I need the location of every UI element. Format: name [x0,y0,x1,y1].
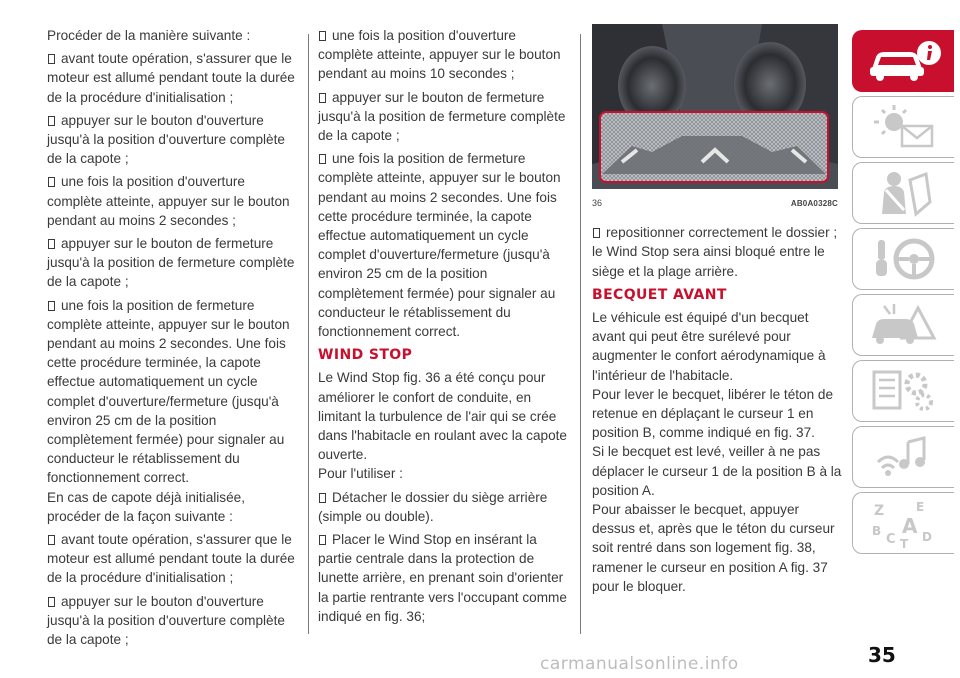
paragraph: En cas de capote déjà initialisée, procéder de la façon suivante : [47,489,245,524]
index-letter: A [901,514,917,538]
bullet-item: avant toute opération, s'assurer que le moteur est allumé pendant toute la durée de la procédure d'initialisation ; [47,532,295,586]
bullet-item: une fois la position d'ouverture complète atteinte, appuyer sur le bouton pendant au moins 2 secondes ; [47,174,290,228]
index-letter: T [899,537,908,549]
checkbox-bullet-icon [319,535,326,545]
section-heading-wind-stop: WIND STOP [318,347,413,364]
column-divider [580,34,581,634]
index-letter: C [885,532,896,547]
wind-stop-illustration [592,24,838,189]
tab-multimedia[interactable] [852,426,954,488]
paragraph: Le Wind Stop fig. 36 a été conçu pour améliorer le confort de conduite, en limitant la turbulence de l'air qui se crée dans l'habitacle en roulant avec la capote ouverte. [318,370,567,463]
bullet-item: Placer le Wind Stop en insérant la partie centrale dans la protection de lunette arrière, en prenant soin d'orienter la partie rentrante vers l'occupant comme indiqué en fig. 36; [318,532,567,624]
wind-stop-figure [592,24,838,189]
column-2 [318,26,568,630]
index-letter: E [915,500,924,514]
paragraph: Le véhicule est équipé d'un becquet avant qui peut être surélevé pour augmenter le confort aérodynamique à l'intérieur de l'habitacle. [592,310,826,383]
checkbox-bullet-icon [48,239,55,249]
bullet-item: appuyer sur le bouton de fermeture jusqu'à la position de fermeture complète de la capote ; [47,236,295,290]
index-letter: B [871,524,881,538]
multimedia-icon [864,432,944,482]
seat-safety-icon [864,168,944,218]
paragraph: Si le becquet est levé, veiller à ne pas déplacer le curseur 1 de la position B à la position A. [592,444,842,498]
paragraph: Procéder de la manière suivante : [47,28,251,43]
tab-maintenance[interactable] [852,360,954,422]
checkbox-bullet-icon [319,93,326,103]
column-divider [308,34,309,634]
steering-wheel-key-icon [864,234,944,284]
column-1 [47,26,297,653]
checkbox-bullet-icon [319,154,326,164]
chapter-sidebar [852,30,960,558]
page-number: 35 [868,643,896,667]
tab-alphabetical-index[interactable] [852,492,954,554]
checkbox-bullet-icon [48,177,55,187]
figure-code: AB0A0328C [790,199,838,208]
tab-warning-lights[interactable] [852,96,954,158]
checkbox-bullet-icon [48,597,55,607]
checkbox-bullet-icon [48,535,55,545]
warning-lights-icon [864,102,944,152]
bullet-item: appuyer sur le bouton d'ouverture jusqu'à la position d'ouverture complète de la capote ; [47,593,285,648]
checkbox-bullet-icon [319,493,326,503]
index-letter: D [921,530,932,544]
bullet-item: une fois la position de fermeture complète atteinte, appuyer sur le bouton pendant au moins 2 secondes. Une fois cette procédure terminée, la capote effectue automatiquement un cycle complet d'ouverture/fermeture (jusqu'à environ 25 cm de la position complètement fermée) pour signaler au conducteur le rétablissement du fonctionnement correct. [47,297,290,486]
bullet-item: avant toute opération, s'assurer que le moteur est allumé pendant toute la durée de la procédure d'initialisation ; [47,51,295,105]
checkbox-bullet-icon [48,301,55,311]
bullet-item: une fois la position d'ouverture complète atteinte, appuyer sur le bouton pendant au moins 10 secondes ; [318,28,561,82]
car-info-icon [864,39,944,83]
paragraph: Pour l'utiliser : [318,466,403,482]
tab-car-info[interactable] [852,30,954,92]
tab-steering-key[interactable] [852,228,954,290]
index-letter: Z [873,503,884,519]
watermark: carmanualsonline.info [540,654,739,674]
checkbox-bullet-icon [319,31,326,41]
paragraph: Pour lever le becquet, libérer le téton de retenue en déplaçant le curseur 1 en position B, comme indiqué en fig. 37. [592,386,834,441]
paragraph: Pour abaisser le becquet, appuyer dessus et, après que le téton du curseur soit rentré dans son logement fig. 38, ramener le curseur en position A fig. 37 pour le bloquer. [592,502,835,594]
checkbox-bullet-icon [48,116,55,126]
bullet-item: repositionner correctement le dossier ; le Wind Stop sera ainsi bloqué entre le siège et la plage arrière. [592,225,838,279]
checkbox-bullet-icon [48,54,55,64]
column-3 [592,24,844,600]
figure-caption [592,194,838,213]
maintenance-gears-icon [864,366,944,416]
figure-number: 36 [592,198,603,208]
alphabetical-index-icon [864,497,944,549]
car-crash-icon [864,300,944,350]
checkbox-bullet-icon [593,228,600,238]
bullet-item: une fois la position de fermeture complète atteinte, appuyer sur le bouton pendant au moins 2 secondes. Une fois cette procédure terminée, la capote effectue automatiquement un cycle complet d'ouverture/fermeture (jusqu'à environ 25 cm de la position complètement fermée) pour signaler au conducteur le rétablissement du fonctionnement correct. [318,151,561,340]
bullet-item: appuyer sur le bouton d'ouverture jusqu'à la position d'ouverture complète de la capote ; [47,112,285,167]
bullet-item: Détacher le dossier du siège arrière (simple ou double). [318,489,548,524]
bullet-item: appuyer sur le bouton de fermeture jusqu'à la position de fermeture complète de la capote ; [318,89,566,144]
tab-seat-safety[interactable] [852,162,954,224]
tab-car-crash[interactable] [852,294,954,356]
section-heading-becquet-avant: BECQUET AVANT [592,286,727,303]
